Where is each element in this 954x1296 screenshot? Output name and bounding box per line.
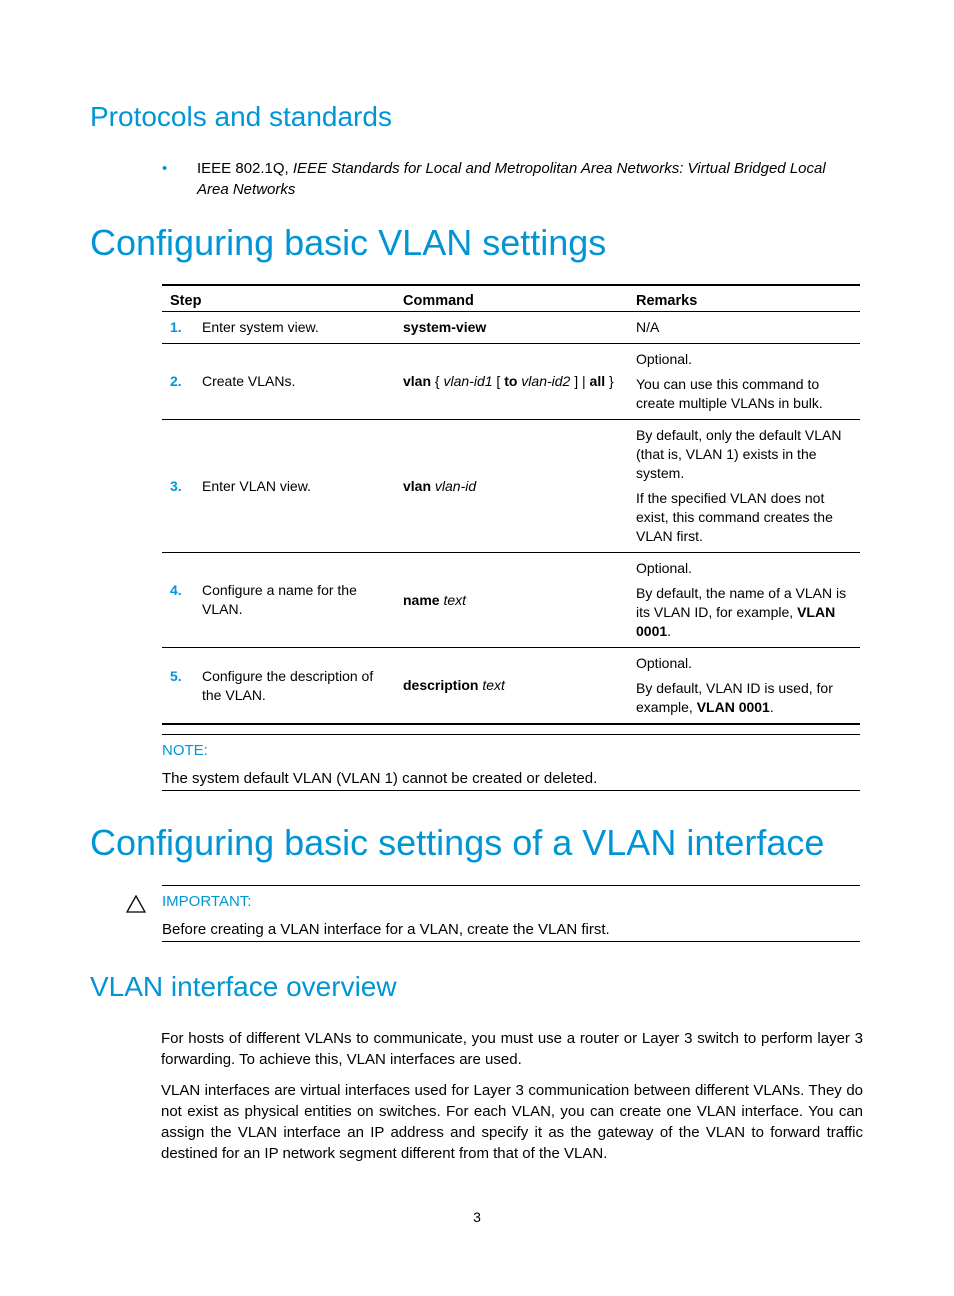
step-number: 3.: [170, 477, 182, 494]
warning-triangle-icon: [126, 895, 146, 913]
remark-paragraph: [636, 318, 852, 337]
step-description: Enter VLAN view.: [202, 477, 311, 494]
standard-reference: IEEE 802.1Q, IEEE Standards for Local and Metropolitan Area Networks: Virtual Bridged Local Area Networks: [197, 160, 826, 198]
note-label: NOTE:: [162, 742, 208, 759]
command-cell: [395, 420, 628, 553]
protocols-heading: Protocols and standards: [90, 101, 392, 132]
header-command: Command: [395, 284, 628, 312]
step-cell: [162, 312, 395, 344]
remark-paragraph: [636, 559, 852, 578]
basic-vlan-heading: Configuring basic VLAN settings: [90, 222, 607, 263]
remark-text: By default, VLAN ID is used, for example,: [636, 680, 833, 715]
page-number: 3: [473, 1209, 481, 1225]
command-keyword: vlan: [403, 477, 432, 494]
table-body: [162, 312, 860, 725]
command-syntax: ] |: [570, 373, 590, 389]
step-number: 1.: [170, 319, 182, 335]
remark-text: VLAN 0001: [696, 699, 770, 715]
overview-paragraph-1: For hosts of different VLANs to communicate, you must use a router or Layer 3 switch to perform layer 3 forwarding. To achieve this, VLAN interfaces are used.: [161, 1030, 863, 1068]
remark-text: By default, the name of a VLAN is its VLAN ID, for example,: [636, 585, 847, 620]
remark-text: If the specified VLAN does not exist, this command creates the VLAN first.: [636, 490, 833, 544]
remarks-cell: [628, 420, 860, 553]
remark-paragraph: [636, 584, 852, 641]
overview-paragraph-2: VLAN interfaces are virtual interfaces used for Layer 3 communication between different VLANs. They do not exist as physical entities on switches. For each VLAN, you can create one VLAN interface. You can assign the VLAN interface an IP address and specify it as the gateway of the VLAN to forward traffic destined for an IP network segment different from that of the VLAN.: [161, 1082, 863, 1162]
step-cell: [162, 648, 395, 725]
important-bottom-rule: [162, 941, 860, 942]
note-top-rule: [162, 734, 860, 735]
command-argument: vlan-id: [434, 477, 477, 494]
table-header-row: [162, 284, 860, 312]
command-cell: [395, 344, 628, 420]
remark-text: N/A: [636, 319, 660, 335]
command-keyword: description: [403, 677, 479, 693]
step-cell: [162, 420, 395, 553]
command-syntax: [: [492, 373, 505, 389]
command-argument: text: [443, 591, 467, 608]
command-keyword: name: [403, 591, 440, 608]
step-number: 5.: [170, 667, 182, 684]
step-cell: [162, 344, 395, 420]
command-cell: [395, 312, 628, 344]
remark-paragraph: [636, 489, 852, 546]
command-keyword: to: [504, 373, 518, 389]
remarks-cell: [628, 553, 860, 648]
table-row: [162, 312, 860, 344]
remark-paragraph: [636, 679, 852, 717]
important-top-rule: [162, 885, 860, 886]
table-row: [162, 420, 860, 553]
step-number: 4.: [170, 582, 182, 598]
step-description: Enter system view.: [202, 319, 319, 335]
command-cell: [395, 648, 628, 725]
standard-title: IEEE Standards for Local and Metropolitan Area Networks: Virtual Bridged Local Area Networks: [197, 160, 826, 198]
note-text: The system default VLAN (VLAN 1) cannot be created or deleted.: [162, 770, 598, 787]
header-remarks: Remarks: [628, 284, 860, 312]
table-row: [162, 648, 860, 725]
remark-text: Optional.: [636, 655, 693, 671]
table-row: [162, 553, 860, 648]
remarks-cell: [628, 648, 860, 725]
remark-paragraph: [636, 654, 852, 673]
command-keyword: vlan: [403, 373, 432, 389]
command-argument: vlan-id1: [443, 373, 493, 389]
remarks-cell: [628, 344, 860, 420]
table-row: [162, 344, 860, 420]
step-description: Configure a name for the VLAN.: [202, 582, 357, 617]
remark-paragraph: [636, 375, 852, 413]
command-keyword: all: [589, 373, 606, 389]
remark-text: .: [769, 699, 774, 715]
command-syntax: {: [431, 373, 444, 389]
step-description: Create VLANs.: [202, 373, 296, 389]
command-argument: text: [482, 677, 505, 693]
step-number: 2.: [170, 373, 182, 389]
remark-paragraph: [636, 350, 852, 369]
overview-heading: VLAN interface overview: [90, 971, 397, 1002]
remarks-cell: [628, 312, 860, 344]
remark-paragraph: [636, 426, 852, 483]
remark-text: You can use this command to create multiple VLANs in bulk.: [636, 376, 823, 411]
important-label: IMPORTANT:: [162, 893, 252, 910]
important-text: Before creating a VLAN interface for a VLAN, create the VLAN first.: [162, 921, 610, 938]
bullet-icon: •: [162, 160, 168, 177]
vlan-interface-heading: Configuring basic settings of a VLAN interface: [90, 822, 825, 863]
command-cell: [395, 553, 628, 648]
remark-text: VLAN 0001: [636, 604, 836, 639]
step-cell: [162, 553, 395, 648]
note-bottom-rule: [162, 790, 860, 791]
remark-text: Optional.: [636, 351, 693, 367]
command-syntax: }: [605, 373, 614, 389]
step-description: Configure the description of the VLAN.: [202, 667, 374, 703]
header-step: Step: [162, 284, 395, 312]
remark-text: .: [667, 623, 672, 639]
command-argument: vlan-id2: [521, 373, 571, 389]
vlan-config-table: [162, 284, 860, 725]
remark-text: By default, only the default VLAN (that is, VLAN 1) exists in the system.: [636, 427, 842, 481]
command-keyword: system-view: [403, 319, 487, 335]
remark-text: Optional.: [636, 560, 693, 576]
